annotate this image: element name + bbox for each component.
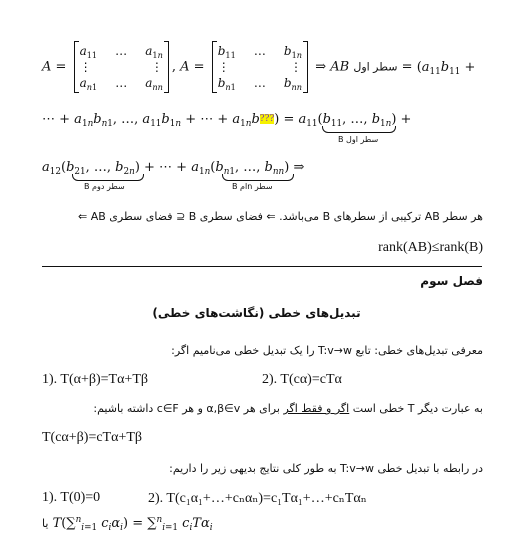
chapter-title: فصل سوم <box>420 274 483 288</box>
sum-formula: یا T(∑$^n_{i=1}$ $c_i\alpha_i) = \sum^n_{i=1}$ $c_iT\alpha_i$ <box>42 515 213 534</box>
matrix-b: $b_{11}$ … $b_{1n}$ ⋮ ⋮ $b_{n1}$ … $b_{nn}$ <box>212 42 308 92</box>
underbrace-row1 <box>322 126 396 133</box>
underbrace-row2 <box>72 174 144 181</box>
row1-rhs: ($a_{11}b_{11}$ + <box>416 59 476 77</box>
ab-label: AB <box>330 59 350 75</box>
section-title: تبدیل‌های خطی (نگاشت‌های خطی) <box>152 306 361 320</box>
row1-label: سطر اول <box>353 60 398 74</box>
results-intro-line: در رابطه با تبدیل خطی T:v→w به طور کلی نتایج بدیهی زیر را داریم: <box>169 462 483 475</box>
definition-line: معرفی تبدیل‌های خطی: تابع T:v→w را یک تبدیل خطی می‌نامیم اگر: <box>171 344 483 357</box>
row-space-conclusion: هر سطر AB ترکیبی از سطرهای B می‌باشد. ⇐ فضای سطری B ⊆ فضای سطری AB ⇐ <box>78 210 483 223</box>
a-lhs-2: , A = <box>171 59 205 75</box>
condition-additivity: 1). T(α+β)=Tα+Tβ <box>42 372 148 387</box>
rank-inequality: rank(AB)≤rank(B) <box>378 240 483 255</box>
result-zero: 1). T(0)=0 <box>42 490 101 505</box>
expansion-line-3: $a_{12}(b_{21}$, …, $b_{2n}$) + ⋯ + $a_{1n}(b_{n1}$, …, $b_{nn}$) ⇒ <box>42 160 305 178</box>
matrix-equation-line <box>42 42 475 92</box>
underbrace-rown <box>222 174 294 181</box>
implies-symbol: ⇒ <box>315 59 327 75</box>
equals: = <box>401 59 413 75</box>
section-divider <box>42 266 482 267</box>
condition-homogeneity: 2). T(cα)=cTα <box>262 372 342 387</box>
combined-condition: T(cα+β)=cTα+Tβ <box>42 430 143 445</box>
underbrace-rown-label: سطر nام B <box>232 182 273 191</box>
underbrace-row2-label: سطر دوم B <box>84 182 125 191</box>
result-linear-combination: 2). T(c₁α₁+…+cₙαₙ)=c₁Tα₁+…+cₙTαₙ <box>148 491 367 506</box>
expansion-line-2: ⋯ + $a_{1n}b_{n1}$, …, $a_{11}b_{1n}$ + ⋯ + $a_{1n}b???) = a_{11}(b_{11}$, …, $b_{1n}$) + <box>42 112 412 130</box>
ya-word: یا <box>42 517 49 530</box>
underbrace-row1-label: سطر اول B <box>338 135 379 144</box>
matrix-a: $a_{11}$ … $a_{1n}$ ⋮ ⋮ $a_{n1}$ … $a_{nn}$ <box>74 42 169 92</box>
highlighted-placeholder: ??? <box>259 114 275 125</box>
iff-underlined: اگر و فقط اگر <box>283 402 350 415</box>
equivalence-line: به عبارت دیگر T خطی است اگر و فقط اگر برای هر α,β∈v و هر c∈F داشته باشیم: <box>93 402 483 415</box>
a-lhs: A = <box>42 59 67 75</box>
